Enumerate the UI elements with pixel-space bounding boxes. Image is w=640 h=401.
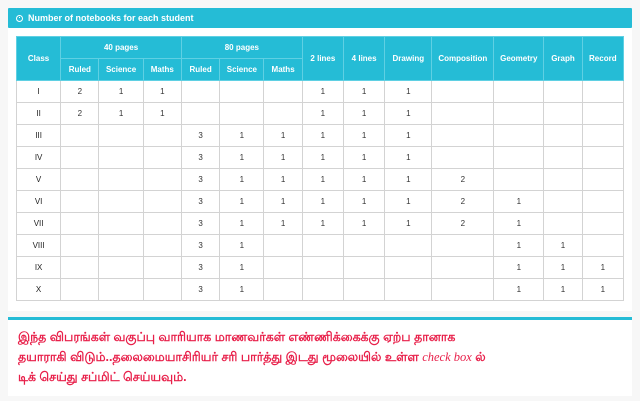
header-80-ruled: Ruled	[181, 59, 219, 81]
cell-value	[432, 147, 494, 169]
cell-value	[181, 81, 219, 103]
bullet-circle-icon	[16, 15, 23, 22]
cell-value	[143, 235, 181, 257]
cell-value: 3	[181, 169, 219, 191]
cell-value: 2	[432, 213, 494, 235]
header-record: Record	[582, 37, 623, 81]
note-line-2-b: ல்	[471, 350, 486, 364]
header-drawing: Drawing	[385, 37, 432, 81]
table-row	[17, 125, 624, 147]
cell-value	[432, 81, 494, 103]
cell-value	[143, 213, 181, 235]
cell-value	[99, 169, 143, 191]
cell-value	[544, 103, 582, 125]
cell-value	[582, 147, 623, 169]
header-80-pages: 80 pages	[181, 37, 302, 59]
cell-value	[302, 235, 343, 257]
cell-value: 3	[181, 257, 219, 279]
cell-value	[385, 279, 432, 301]
cell-value	[432, 125, 494, 147]
cell-value	[143, 279, 181, 301]
cell-value: 1	[220, 213, 264, 235]
cell-value: 3	[181, 279, 219, 301]
cell-class: III	[17, 125, 61, 147]
cell-value	[99, 147, 143, 169]
cell-value	[61, 257, 99, 279]
cell-value	[264, 81, 302, 103]
cell-value	[264, 103, 302, 125]
table-row	[17, 103, 624, 125]
cell-value: 1	[302, 81, 343, 103]
cell-value	[61, 147, 99, 169]
header-class: Class	[17, 37, 61, 81]
cell-class: VIII	[17, 235, 61, 257]
instructions-note	[8, 320, 632, 396]
cell-value: 1	[344, 125, 385, 147]
cell-value: 1	[494, 213, 544, 235]
header-4-lines: 4 lines	[344, 37, 385, 81]
cell-value: 3	[181, 147, 219, 169]
table-row	[17, 235, 624, 257]
cell-value: 1	[494, 279, 544, 301]
cell-value	[143, 191, 181, 213]
cell-value	[220, 103, 264, 125]
cell-value: 1	[385, 125, 432, 147]
cell-value	[61, 279, 99, 301]
table-row	[17, 191, 624, 213]
cell-value	[494, 103, 544, 125]
note-line-2-a: தயாராகி விடும்..தலைமையாசிரியர் சரி பார்த்து இடது மூலையில் உள்ள	[18, 350, 423, 364]
cell-value	[99, 191, 143, 213]
cell-value	[99, 213, 143, 235]
cell-value	[61, 169, 99, 191]
cell-value: 1	[582, 257, 623, 279]
cell-class: IV	[17, 147, 61, 169]
cell-class: VI	[17, 191, 61, 213]
cell-value	[544, 147, 582, 169]
cell-value	[344, 279, 385, 301]
table-body	[17, 81, 624, 301]
cell-value: 2	[432, 169, 494, 191]
table-row	[17, 169, 624, 191]
cell-value: 1	[302, 191, 343, 213]
cell-value	[432, 103, 494, 125]
cell-value	[99, 235, 143, 257]
cell-value: 3	[181, 125, 219, 147]
cell-value: 1	[344, 103, 385, 125]
cell-value: 1	[220, 235, 264, 257]
header-geometry: Geometry	[494, 37, 544, 81]
cell-value	[61, 125, 99, 147]
cell-value	[432, 257, 494, 279]
cell-value: 1	[302, 213, 343, 235]
cell-value: 1	[143, 81, 181, 103]
cell-value	[582, 125, 623, 147]
cell-value	[143, 169, 181, 191]
note-checkbox-emphasis: check box	[422, 350, 472, 364]
header-40-maths: Maths	[143, 59, 181, 81]
cell-value: 1	[220, 279, 264, 301]
note-line-3: டிக் செய்து சப்மிட் செய்யவும்.	[18, 370, 187, 384]
cell-value	[264, 257, 302, 279]
cell-value: 1	[385, 81, 432, 103]
cell-value: 1	[302, 125, 343, 147]
cell-value: 1	[264, 147, 302, 169]
cell-value: 1	[264, 191, 302, 213]
cell-value: 1	[99, 103, 143, 125]
header-40-science: Science	[99, 59, 143, 81]
cell-value: 1	[344, 169, 385, 191]
cell-class: X	[17, 279, 61, 301]
table-group-header-row	[17, 37, 624, 59]
cell-value: 1	[344, 147, 385, 169]
cell-value	[582, 103, 623, 125]
cell-class: V	[17, 169, 61, 191]
table-row	[17, 147, 624, 169]
cell-value: 3	[181, 213, 219, 235]
cell-class: IX	[17, 257, 61, 279]
cell-value	[143, 257, 181, 279]
cell-value: 1	[582, 279, 623, 301]
cell-value: 3	[181, 235, 219, 257]
page-title: Number of notebooks for each student	[28, 13, 194, 23]
cell-value: 2	[61, 103, 99, 125]
cell-value	[302, 279, 343, 301]
cell-value: 1	[385, 191, 432, 213]
cell-value: 1	[385, 147, 432, 169]
cell-value: 1	[544, 279, 582, 301]
cell-value: 3	[181, 191, 219, 213]
header-2-lines: 2 lines	[302, 37, 343, 81]
cell-value	[99, 257, 143, 279]
cell-value	[264, 235, 302, 257]
cell-value	[494, 81, 544, 103]
table-head	[17, 37, 624, 81]
cell-value	[143, 125, 181, 147]
cell-value: 1	[385, 213, 432, 235]
cell-class: II	[17, 103, 61, 125]
table-row	[17, 213, 624, 235]
header-composition: Composition	[432, 37, 494, 81]
cell-value: 1	[99, 81, 143, 103]
cell-value	[494, 147, 544, 169]
cell-value	[143, 147, 181, 169]
cell-value	[61, 235, 99, 257]
cell-value: 1	[264, 213, 302, 235]
cell-value: 1	[385, 103, 432, 125]
cell-value: 1	[264, 169, 302, 191]
cell-value: 1	[302, 169, 343, 191]
cell-value	[544, 191, 582, 213]
cell-value	[385, 257, 432, 279]
note-line-2	[18, 347, 622, 367]
table-row	[17, 81, 624, 103]
cell-value	[344, 235, 385, 257]
cell-value	[344, 257, 385, 279]
cell-value	[544, 81, 582, 103]
cell-value	[544, 125, 582, 147]
cell-value: 1	[220, 257, 264, 279]
cell-value: 1	[143, 103, 181, 125]
cell-value: 1	[344, 81, 385, 103]
cell-value: 1	[344, 191, 385, 213]
cell-value: 2	[61, 81, 99, 103]
cell-value: 1	[494, 257, 544, 279]
cell-value: 1	[544, 257, 582, 279]
cell-value: 1	[494, 191, 544, 213]
cell-value: 1	[220, 147, 264, 169]
cell-value	[181, 103, 219, 125]
cell-value	[61, 191, 99, 213]
panel-header	[8, 8, 632, 28]
cell-value: 1	[264, 125, 302, 147]
cell-value	[544, 169, 582, 191]
cell-value: 1	[344, 213, 385, 235]
header-40-ruled: Ruled	[61, 59, 99, 81]
cell-value	[302, 257, 343, 279]
cell-value: 1	[220, 191, 264, 213]
cell-value	[582, 213, 623, 235]
cell-value: 1	[385, 169, 432, 191]
header-40-pages: 40 pages	[61, 37, 182, 59]
cell-value	[582, 81, 623, 103]
cell-value	[582, 191, 623, 213]
notebooks-table	[16, 36, 624, 301]
table-row	[17, 279, 624, 301]
cell-value: 1	[302, 147, 343, 169]
cell-value	[385, 235, 432, 257]
note-line-1: இந்த விபரங்கள் வகுப்பு வாரியாக மாணவர்கள் எண்ணிக்கைக்கு ஏற்ப தானாக	[18, 330, 456, 344]
table-row	[17, 257, 624, 279]
cell-class: VII	[17, 213, 61, 235]
cell-value	[99, 279, 143, 301]
cell-value	[220, 81, 264, 103]
cell-value: 2	[432, 191, 494, 213]
notebooks-table-container	[8, 28, 632, 311]
cell-value	[544, 213, 582, 235]
cell-value	[432, 279, 494, 301]
cell-value: 1	[302, 103, 343, 125]
cell-value	[264, 279, 302, 301]
cell-value	[99, 125, 143, 147]
header-80-maths: Maths	[264, 59, 302, 81]
cell-value: 1	[220, 125, 264, 147]
cell-value	[494, 125, 544, 147]
cell-value: 1	[544, 235, 582, 257]
cell-value: 1	[494, 235, 544, 257]
cell-value	[494, 169, 544, 191]
cell-value	[582, 235, 623, 257]
header-80-science: Science	[220, 59, 264, 81]
header-graph: Graph	[544, 37, 582, 81]
cell-value: 1	[220, 169, 264, 191]
cell-class: I	[17, 81, 61, 103]
cell-value	[61, 213, 99, 235]
cell-value	[432, 235, 494, 257]
cell-value	[582, 169, 623, 191]
